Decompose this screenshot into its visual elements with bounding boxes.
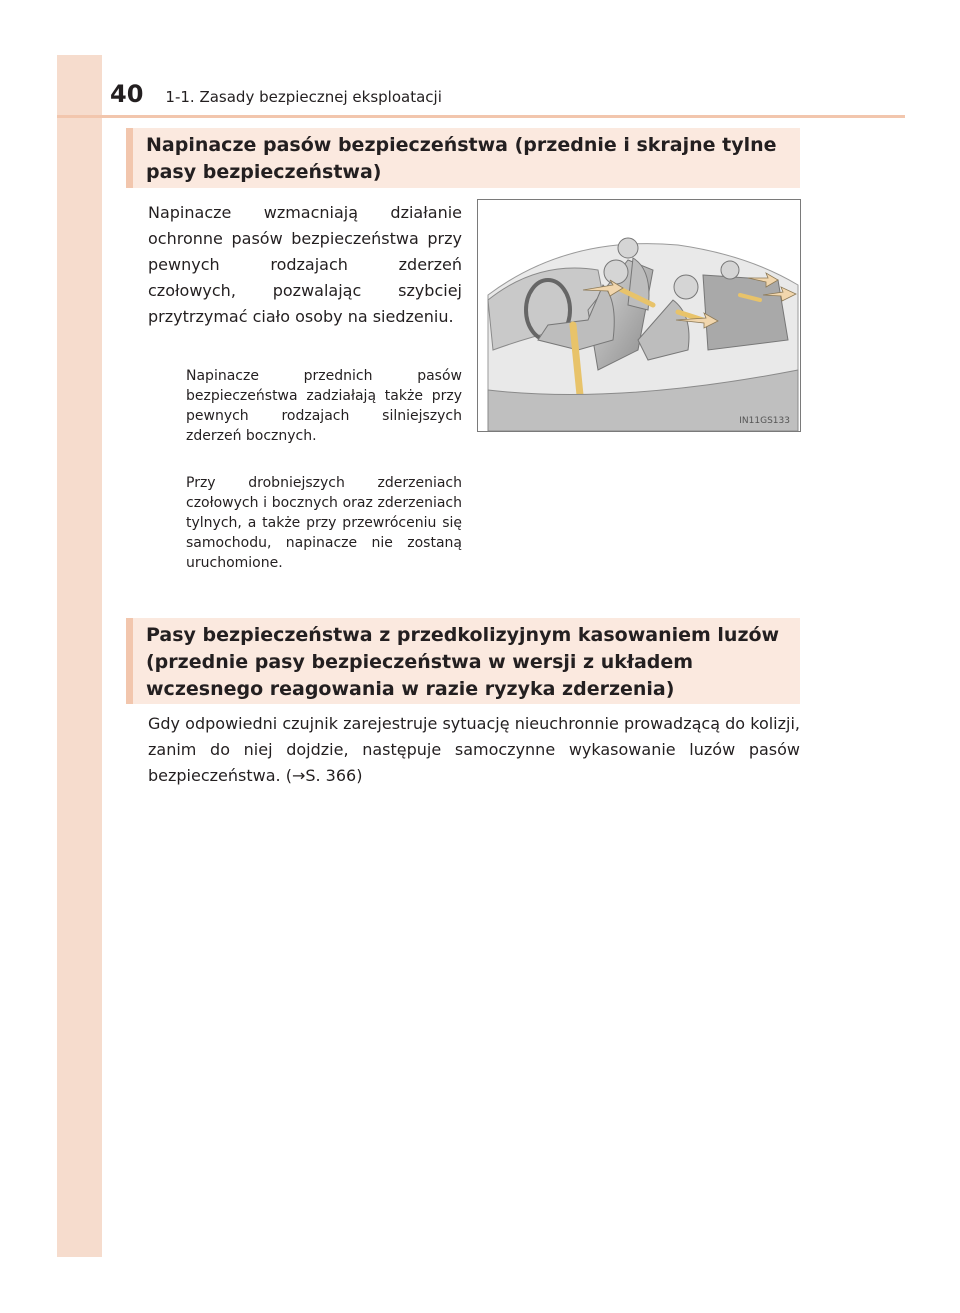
- car-interior-illustration: [477, 199, 801, 432]
- section-heading-pretensioners: Napinacze pasów bezpieczeństwa (przednie i skrajne tylne pasy bezpieczeństwa): [126, 128, 800, 188]
- header-rule: [57, 115, 905, 118]
- section-heading-pre-collision: Pasy bezpieczeństwa z przedkolizyjnym kasowaniem luzów (przednie pasy bezpieczeństwa w wersji z układem wczesnego reagowania w razie ryzyka zderzenia): [126, 618, 800, 704]
- page-header: [110, 80, 442, 108]
- note-no-activation: Przy drobniejszych zderzeniach czołowych i bocznych oraz zderzeniach tylnych, a także przy przewróceniu się samochodu, napinacze nie zostaną uruchomione.: [186, 475, 462, 571]
- chapter-title: 1-1. Zasady bezpiecznej eksploatacji: [165, 88, 442, 106]
- car-interior-drawing: [478, 200, 800, 431]
- left-margin-band: [57, 55, 102, 1257]
- note-side-collision: Napinacze przednich pasów bezpieczeństwa zadziałają także przy pewnych rodzajach silniejszych zderzeń bocznych.: [186, 368, 462, 444]
- page-number: 40: [110, 80, 144, 108]
- pre-collision-description: Gdy odpowiedni czujnik zarejestruje sytuację nieuchronnie prowadzącą do kolizji, zanim do niej dojdzie, następuje samoczynne wykasowanie luzów pasów bezpieczeństwa. (→S. 366): [148, 714, 800, 785]
- pretensioner-description: Napinacze wzmacniają działanie ochronne pasów bezpieczeństwa przy pewnych rodzajach zderzeń czołowych, pozwalając szybciej przytrzymać ciało osoby na siedzeniu.: [148, 203, 462, 326]
- figure-code: IN11GS133: [739, 416, 790, 426]
